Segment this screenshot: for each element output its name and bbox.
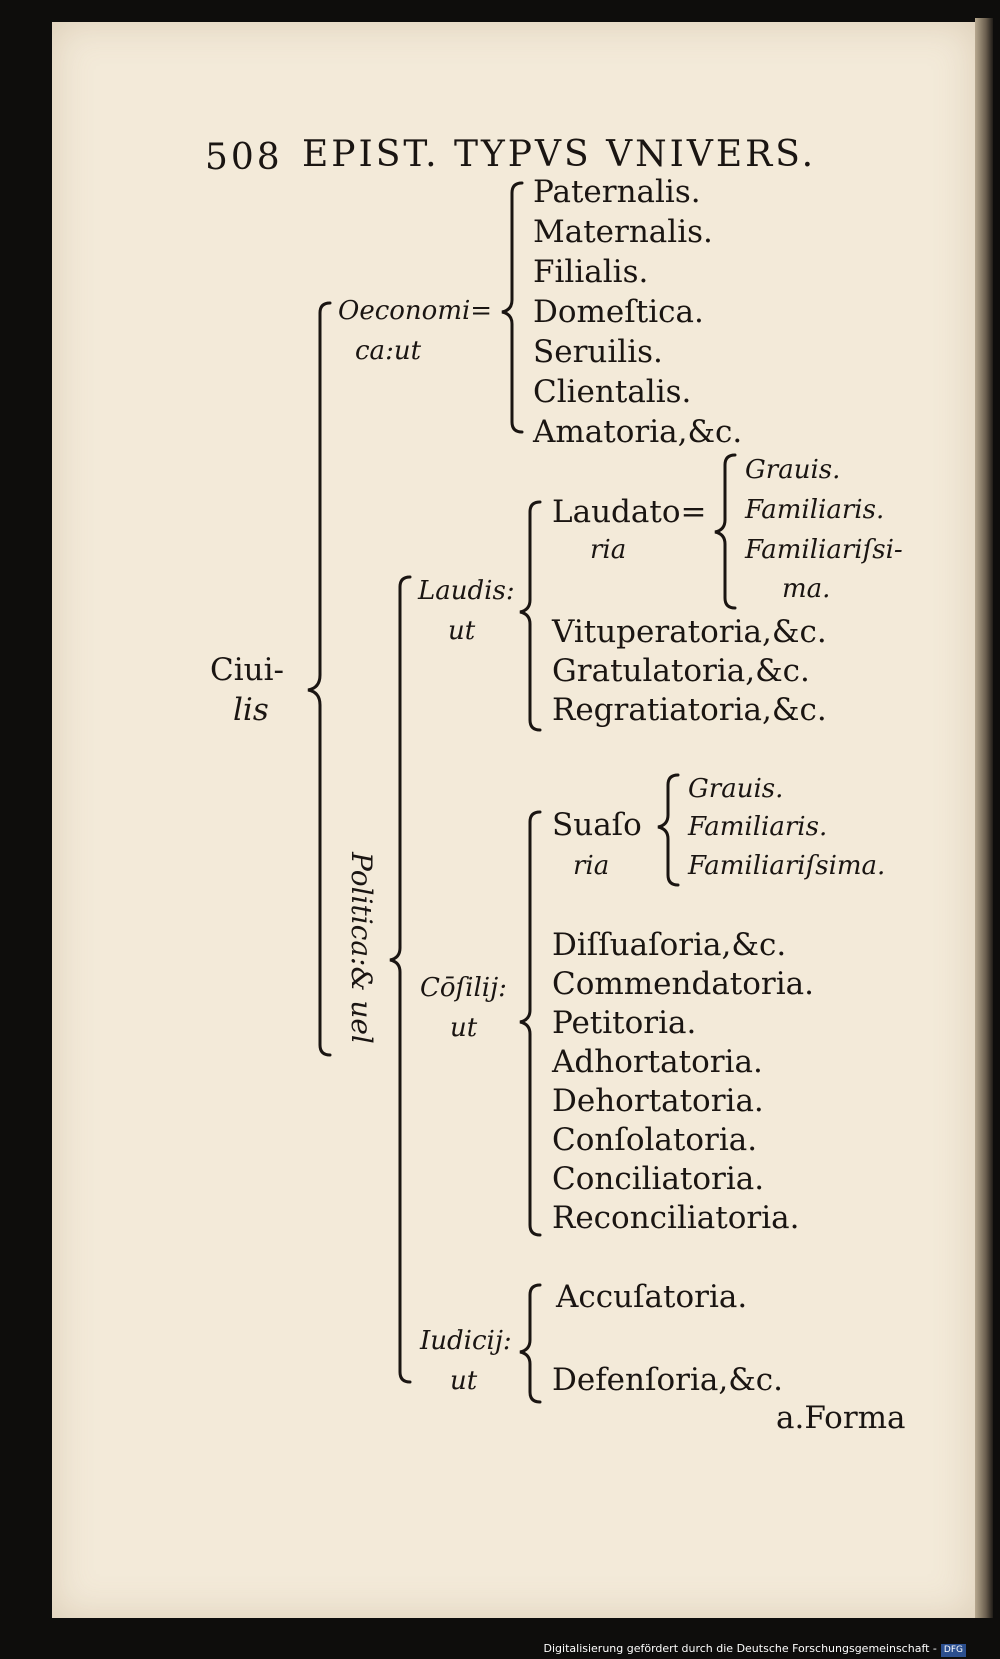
list-item: Domeſtica. bbox=[533, 294, 704, 330]
iudicii-label-2: ut bbox=[450, 1366, 478, 1396]
list-item: Vituperatoria,&c. bbox=[552, 614, 827, 650]
list-item: Amatoria,&c. bbox=[533, 414, 743, 450]
list-item: Familiariſsima. bbox=[688, 851, 886, 881]
list-item: Dehortatoria. bbox=[552, 1083, 764, 1119]
laudis-label-2: ut bbox=[448, 616, 476, 646]
suasoria-brace bbox=[658, 775, 678, 885]
list-item: Gratulatoria,&c. bbox=[552, 653, 810, 689]
list-item: Petitoria. bbox=[552, 1005, 697, 1041]
laudatoria-label-2: ria bbox=[590, 535, 627, 565]
list-item: Familiaris. bbox=[688, 812, 828, 842]
list-item: Conſolatoria. bbox=[552, 1122, 758, 1158]
root-label: Ciui- bbox=[210, 652, 284, 688]
laudis-label: Laudis: bbox=[418, 576, 515, 606]
page-number: 508 bbox=[205, 137, 283, 178]
root-label-2: lis bbox=[233, 692, 269, 728]
suasoria-label-2: ria bbox=[573, 851, 610, 881]
list-item: Commendatoria. bbox=[552, 966, 815, 1002]
running-title: EPIST. TYPVS VNIVERS. bbox=[302, 134, 817, 175]
laudatoria-label: Laudato= bbox=[552, 494, 707, 530]
list-item: Defenſoria,&c. bbox=[552, 1362, 784, 1398]
politica-brace bbox=[390, 577, 410, 1382]
list-item: Familiariſsi- bbox=[745, 535, 903, 565]
footer-text: Digitalisierung gefördert durch die Deutsche Forschungsgemeinschaft - bbox=[543, 1642, 937, 1655]
list-item: Conciliatoria. bbox=[552, 1161, 765, 1197]
list-item: Adhortatoria. bbox=[552, 1044, 763, 1080]
list-item: Familiaris. bbox=[745, 495, 885, 525]
list-item: Filialis. bbox=[533, 254, 649, 290]
ciuilis-brace bbox=[308, 303, 330, 1055]
laudis-brace bbox=[520, 502, 540, 730]
consilii-label: Cōſilij: bbox=[420, 973, 507, 1003]
suasoria-label: Suaſo bbox=[552, 807, 642, 843]
dfg-logo: DFG bbox=[941, 1644, 966, 1657]
iudicii-label: Iudicij: bbox=[420, 1326, 512, 1356]
oeconomica-brace bbox=[502, 183, 522, 432]
list-item: Accuſatoria. bbox=[556, 1279, 748, 1315]
consilii-label-2: ut bbox=[450, 1013, 478, 1043]
footer-bar bbox=[0, 1638, 1000, 1659]
list-item: ma. bbox=[782, 574, 831, 604]
list-item: Grauis. bbox=[688, 774, 784, 804]
list-item: Grauis. bbox=[745, 455, 841, 485]
oeconomica-label-2: ca:ut bbox=[355, 336, 422, 366]
list-item: Maternalis. bbox=[533, 214, 713, 250]
list-item: Paternalis. bbox=[533, 174, 701, 210]
list-item: Seruilis. bbox=[533, 334, 663, 370]
list-item: Clientalis. bbox=[533, 374, 692, 410]
consilii-brace bbox=[520, 812, 540, 1235]
catchword: a.Forma bbox=[776, 1400, 906, 1436]
politica-label: Politica:& uel bbox=[345, 852, 378, 1044]
list-item: Diſſuaſoria,&c. bbox=[552, 927, 787, 963]
iudicii-brace bbox=[520, 1285, 540, 1402]
list-item: Reconciliatoria. bbox=[552, 1200, 800, 1236]
oeconomica-label: Oeconomi= bbox=[338, 296, 493, 326]
list-item: Regratiatoria,&c. bbox=[552, 692, 827, 728]
laudatoria-brace bbox=[715, 455, 735, 608]
